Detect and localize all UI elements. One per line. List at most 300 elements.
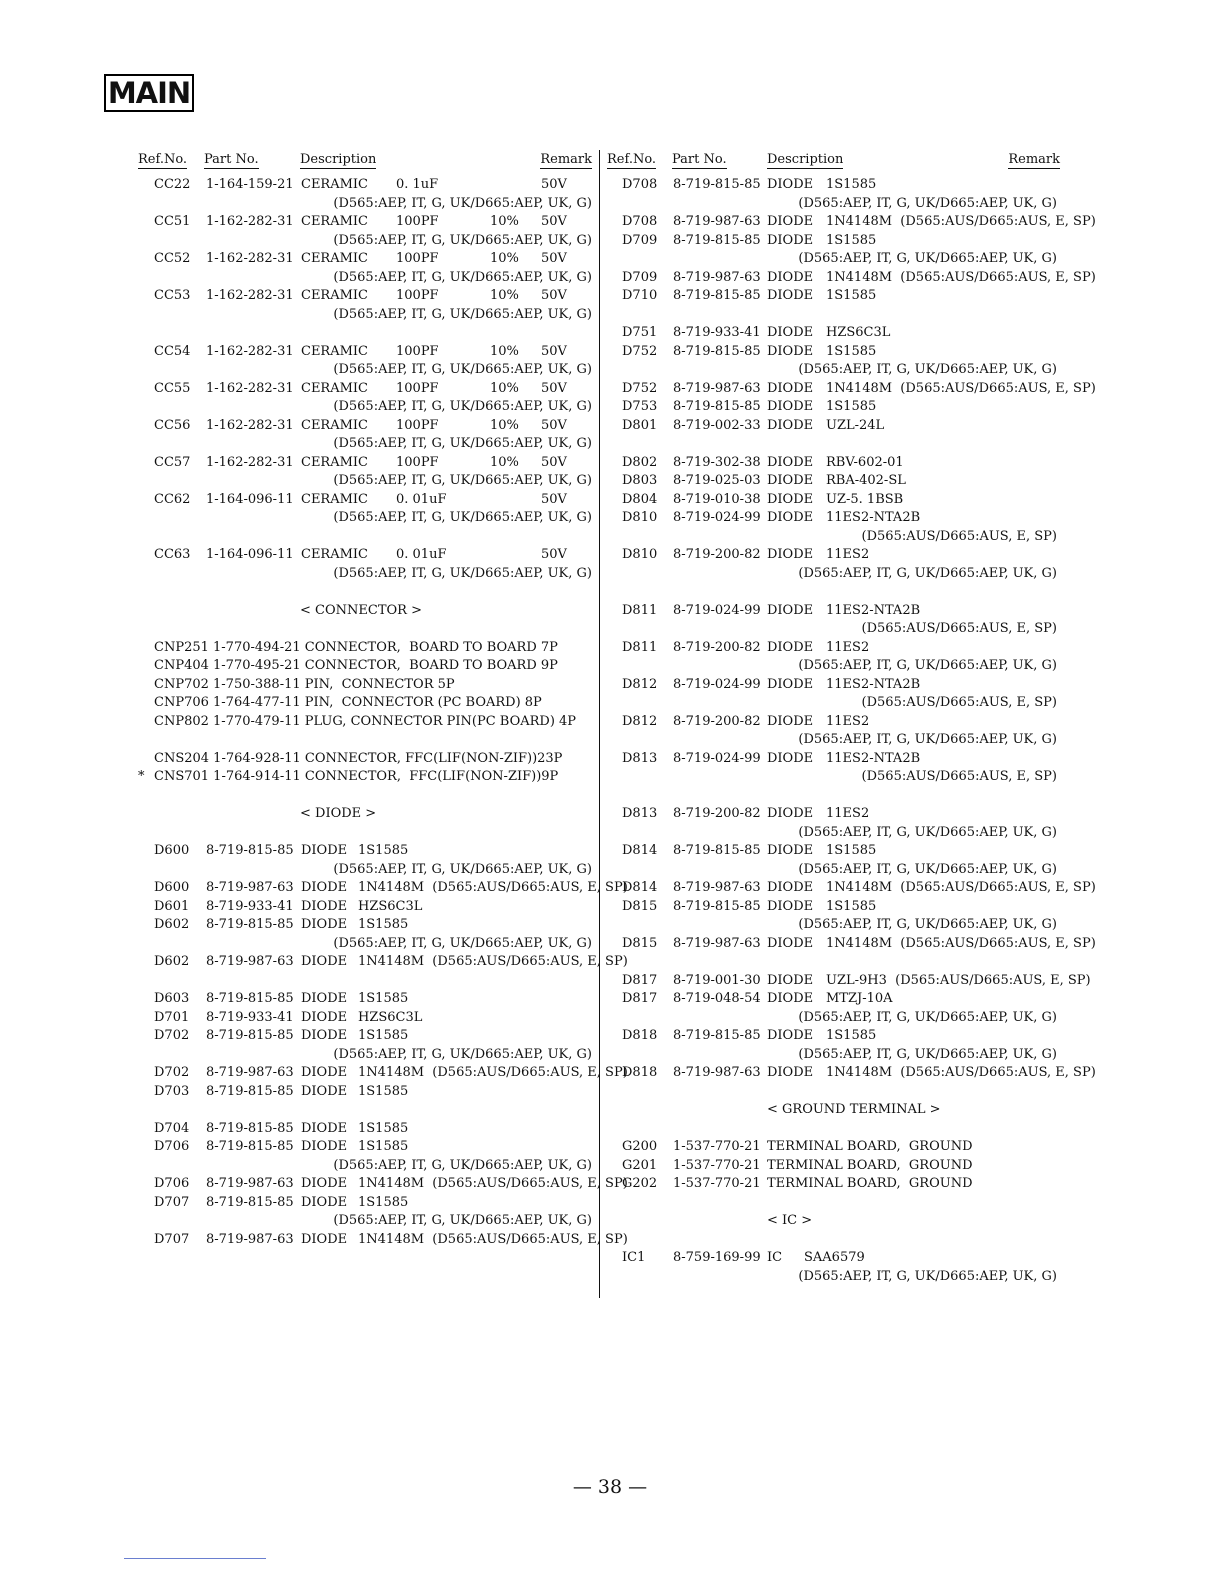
- spacer: [606, 1231, 1062, 1250]
- part-value: 1S1585: [826, 1028, 877, 1043]
- part-no: 8-719-815-85: [673, 232, 761, 248]
- row-text: CNS204 1-764-928-11 CONNECTOR, FFC(LIF(NON-ZIF))23P: [154, 750, 563, 766]
- header-ref-no: Ref.No.: [138, 152, 188, 167]
- table-row: [606, 1027, 1062, 1046]
- description: DIODE: [767, 214, 814, 229]
- table-row: [136, 768, 594, 787]
- ref-no: D751: [622, 325, 658, 340]
- table-row: [606, 417, 1062, 436]
- part-value: 1N4148M (D565:AUS/D665:AUS, E, SP): [358, 1065, 628, 1080]
- description: DIODE: [767, 343, 814, 359]
- part-value: HZS6C3L: [358, 898, 423, 914]
- remark-row: [606, 620, 1062, 639]
- group-heading: [606, 1212, 1062, 1231]
- part-no: 8-719-987-63: [206, 1065, 294, 1080]
- table-row: [136, 454, 594, 473]
- voltage: 50V: [541, 288, 567, 303]
- part-no: 8-719-024-99: [673, 510, 761, 525]
- description: TERMINAL BOARD, GROUND: [767, 1176, 973, 1191]
- voltage: 50V: [541, 177, 567, 192]
- remark-text: (D565:AEP, IT, G, UK/D665:AEP, UK, G): [333, 362, 592, 377]
- table-row: [136, 639, 594, 658]
- table-row: [136, 1009, 594, 1028]
- part-no: 8-719-048-54: [673, 991, 761, 1006]
- voltage: 50V: [541, 380, 567, 396]
- parts-list-right-column: [606, 150, 1096, 1286]
- capacitance: 0. 01uF: [396, 491, 447, 507]
- remark-row: [136, 435, 594, 454]
- description: DIODE: [301, 991, 348, 1006]
- group-heading-label: < GROUND TERMINAL >: [767, 1102, 941, 1117]
- ref-no: D603: [154, 991, 190, 1006]
- ref-no: D815: [622, 935, 658, 951]
- spacer: [136, 324, 594, 343]
- voltage: 50V: [541, 343, 567, 359]
- ref-no: D812: [622, 713, 658, 729]
- new-part-marker: *: [138, 769, 145, 784]
- remark-row: [606, 565, 1062, 584]
- remark-row: [136, 195, 594, 214]
- part-no: 8-719-815-85: [206, 917, 294, 932]
- ref-no: CC56: [154, 417, 191, 433]
- table-row: [136, 213, 594, 232]
- voltage: 50V: [541, 491, 567, 507]
- part-value: MTZJ-10A: [826, 991, 893, 1006]
- table-row: [606, 972, 1091, 991]
- part-no: 8-719-815-85: [206, 1083, 294, 1099]
- spacer: [136, 824, 594, 843]
- capacitance: 0. 1uF: [396, 177, 439, 192]
- part-no: 8-719-987-63: [673, 214, 761, 229]
- description: DIODE: [301, 898, 348, 914]
- table-row: [136, 546, 594, 565]
- remark-row: [606, 861, 1062, 880]
- remark-row: [606, 731, 1062, 750]
- remark-text: (D565:AUS/D665:AUS, E, SP): [861, 695, 1057, 710]
- part-no: 8-719-987-63: [673, 935, 761, 951]
- group-heading: [606, 1101, 1062, 1120]
- row-text: CNP251 1-770-494-21 CONNECTOR, BOARD TO BOARD 7P: [154, 639, 558, 655]
- ref-no: D817: [622, 991, 658, 1006]
- remark-row: [606, 528, 1062, 547]
- part-no: 8-719-024-99: [673, 750, 761, 766]
- description: TERMINAL BOARD, GROUND: [767, 1139, 973, 1154]
- part-no: 8-719-200-82: [673, 806, 761, 821]
- remark-text: (D565:AEP, IT, G, UK/D665:AEP, UK, G): [333, 510, 592, 525]
- part-no: 8-719-002-33: [673, 417, 761, 433]
- remark-text: (D565:AEP, IT, G, UK/D665:AEP, UK, G): [333, 473, 592, 488]
- remark-row: [136, 935, 594, 954]
- tolerance: 10%: [490, 417, 519, 433]
- part-value: 1S1585: [358, 1139, 409, 1154]
- ref-no: D814: [622, 843, 658, 858]
- table-row: [606, 269, 1096, 288]
- remark-text: (D565:AEP, IT, G, UK/D665:AEP, UK, G): [333, 269, 592, 285]
- part-value: 1N4148M (D565:AUS/D665:AUS, E, SP): [358, 1176, 628, 1191]
- description: DIODE: [767, 639, 814, 655]
- ref-no: D707: [154, 1194, 190, 1210]
- table-row: [606, 935, 1096, 954]
- tolerance: 10%: [490, 288, 519, 303]
- part-value: 1S1585: [826, 343, 877, 359]
- ref-no: D814: [622, 880, 658, 895]
- ref-no: D602: [154, 954, 190, 969]
- ref-no: D813: [622, 806, 658, 821]
- remark-text: (D565:AEP, IT, G, UK/D665:AEP, UK, G): [798, 732, 1057, 747]
- table-row: [136, 879, 628, 898]
- table-row: [136, 1083, 594, 1102]
- tolerance: 10%: [490, 214, 519, 229]
- ref-no: D817: [622, 972, 658, 988]
- part-value: 1S1585: [826, 177, 877, 192]
- part-value: UZL-9H3 (D565:AUS/D665:AUS, E, SP): [826, 972, 1091, 988]
- remark-row: [606, 1046, 1062, 1065]
- ref-no: CC54: [154, 343, 191, 359]
- table-row: [136, 1194, 594, 1213]
- remark-text: (D565:AEP, IT, G, UK/D665:AEP, UK, G): [798, 565, 1057, 581]
- remark-text: (D565:AEP, IT, G, UK/D665:AEP, UK, G): [798, 861, 1057, 877]
- part-value: 11ES2-NTA2B: [826, 676, 921, 692]
- description: CERAMIC: [301, 177, 369, 192]
- remark-row: [606, 694, 1062, 713]
- spacer: [136, 731, 594, 750]
- part-no: 8-719-001-30: [673, 972, 761, 988]
- part-value: 1N4148M (D565:AUS/D665:AUS, E, SP): [358, 880, 628, 895]
- ref-no: CC53: [154, 288, 191, 303]
- ref-no: D815: [622, 898, 658, 914]
- capacitance: 100PF: [396, 343, 439, 359]
- remark-text: (D565:AEP, IT, G, UK/D665:AEP, UK, G): [798, 658, 1057, 673]
- remark-row: [606, 1009, 1062, 1028]
- ref-no: CC55: [154, 380, 191, 396]
- description: DIODE: [767, 454, 814, 470]
- parts-rows: [136, 176, 628, 1249]
- table-row: [136, 1120, 594, 1139]
- description: DIODE: [301, 1009, 348, 1025]
- remark-row: [136, 509, 594, 528]
- remark-row: [136, 565, 594, 584]
- ref-no: CC22: [154, 177, 191, 192]
- part-no: 8-719-815-85: [673, 399, 761, 414]
- table-row: [136, 713, 594, 732]
- ref-no: CC62: [154, 491, 191, 507]
- description: DIODE: [767, 750, 814, 766]
- remark-row: [136, 269, 594, 288]
- description: DIODE: [767, 880, 814, 895]
- group-heading-label: < CONNECTOR >: [300, 602, 422, 618]
- table-row: [606, 472, 1062, 491]
- description: DIODE: [767, 935, 814, 951]
- voltage: 50V: [541, 214, 567, 229]
- part-value: 1N4148M (D565:AUS/D665:AUS, E, SP): [826, 880, 1096, 895]
- part-value: 1N4148M (D565:AUS/D665:AUS, E, SP): [826, 935, 1096, 951]
- part-no: 8-719-302-38: [673, 454, 761, 470]
- description: DIODE: [767, 1028, 814, 1043]
- part-no: 8-759-169-99: [673, 1250, 761, 1265]
- remark-text: (D565:AEP, IT, G, UK/D665:AEP, UK, G): [798, 824, 1057, 840]
- part-value: UZ-5. 1BSB: [826, 491, 904, 507]
- table-row: [136, 1064, 628, 1083]
- description: DIODE: [767, 806, 814, 821]
- description: DIODE: [767, 547, 814, 562]
- description: CERAMIC: [301, 417, 369, 433]
- spacer: [136, 528, 594, 547]
- ref-no: CC51: [154, 214, 191, 229]
- header-part-no: Part No.: [672, 152, 727, 167]
- row-text: CNP702 1-750-388-11 PIN, CONNECTOR 5P: [154, 676, 455, 692]
- table-row: [136, 287, 594, 306]
- part-value: 1S1585: [358, 1194, 409, 1210]
- ref-no: D703: [154, 1083, 190, 1099]
- description: DIODE: [767, 1065, 814, 1080]
- table-row: [136, 990, 594, 1009]
- part-no: 1-162-282-31: [206, 454, 294, 470]
- spacer: [136, 620, 594, 639]
- remark-row: [136, 1046, 594, 1065]
- remark-text: (D565:AEP, IT, G, UK/D665:AEP, UK, G): [333, 306, 592, 322]
- part-no: 8-719-815-85: [673, 843, 761, 858]
- capacitance: 100PF: [396, 251, 439, 266]
- ref-no: D706: [154, 1139, 190, 1154]
- description: DIODE: [301, 1194, 348, 1210]
- part-no: 8-719-815-85: [206, 991, 294, 1006]
- description: DIODE: [301, 1120, 348, 1136]
- table-row: [606, 343, 1062, 362]
- remark-row: [136, 232, 594, 251]
- ref-no: D752: [622, 343, 658, 359]
- part-value: 11ES2-NTA2B: [826, 750, 921, 766]
- part-value: 11ES2: [826, 713, 870, 729]
- remark-text: (D565:AEP, IT, G, UK/D665:AEP, UK, G): [333, 399, 592, 414]
- description: DIODE: [767, 380, 814, 396]
- part-no: 8-719-815-85: [673, 177, 761, 192]
- ref-no: D810: [622, 510, 658, 525]
- part-no: 8-719-024-99: [673, 602, 761, 618]
- description: CERAMIC: [301, 454, 369, 470]
- part-no: 1-162-282-31: [206, 251, 294, 266]
- part-no: 8-719-933-41: [206, 1009, 294, 1025]
- table-row: [606, 1157, 1062, 1176]
- part-no: 8-719-815-85: [206, 1120, 294, 1136]
- ref-no: D600: [154, 843, 190, 858]
- description: DIODE: [301, 880, 348, 895]
- remark-text: (D565:AEP, IT, G, UK/D665:AEP, UK, G): [798, 251, 1057, 266]
- remark-text: (D565:AEP, IT, G, UK/D665:AEP, UK, G): [333, 436, 592, 451]
- ref-no: D601: [154, 898, 190, 914]
- part-no: 1-164-159-21: [206, 177, 294, 192]
- voltage: 50V: [541, 454, 567, 470]
- capacitance: 100PF: [396, 380, 439, 396]
- header-remark: Remark: [1008, 152, 1060, 167]
- ref-no: D709: [622, 269, 658, 285]
- table-row: [606, 454, 1062, 473]
- remark-row: [136, 306, 594, 325]
- parts-rows: [606, 176, 1096, 1286]
- part-no: 8-719-933-41: [206, 898, 294, 914]
- part-no: 8-719-815-85: [673, 898, 761, 914]
- description: DIODE: [767, 676, 814, 692]
- ref-no: D702: [154, 1065, 190, 1080]
- part-no: 8-719-987-63: [206, 1231, 294, 1247]
- part-value: 1S1585: [826, 288, 877, 303]
- part-value: RBV-602-01: [826, 454, 904, 470]
- ref-no: D811: [622, 639, 658, 655]
- ref-no: CC57: [154, 454, 191, 470]
- part-value: 1S1585: [826, 232, 877, 248]
- part-value: UZL-24L: [826, 417, 885, 433]
- description: CERAMIC: [301, 380, 369, 396]
- description: DIODE: [767, 972, 814, 988]
- description: DIODE: [301, 1083, 348, 1099]
- tolerance: 10%: [490, 454, 519, 470]
- header-part-no: Part No.: [204, 152, 259, 167]
- part-value: 11ES2: [826, 639, 870, 655]
- description: DIODE: [301, 1028, 348, 1043]
- capacitance: 100PF: [396, 417, 439, 433]
- part-value: 1S1585: [358, 1028, 409, 1043]
- part-value: 1N4148M (D565:AUS/D665:AUS, E, SP): [826, 269, 1096, 285]
- part-no: 8-719-987-63: [673, 269, 761, 285]
- description: DIODE: [301, 954, 348, 969]
- table-row: [606, 287, 1062, 306]
- description: DIODE: [301, 1231, 348, 1247]
- description: DIODE: [301, 917, 348, 932]
- remark-text: (D565:AEP, IT, G, UK/D665:AEP, UK, G): [333, 195, 592, 211]
- voltage: 50V: [541, 547, 567, 562]
- remark-text: (D565:AEP, IT, G, UK/D665:AEP, UK, G): [798, 1046, 1057, 1062]
- ref-no: D708: [622, 214, 658, 229]
- part-value: 1N4148M (D565:AUS/D665:AUS, E, SP): [358, 954, 628, 969]
- description: DIODE: [767, 713, 814, 729]
- table-row: [136, 676, 594, 695]
- part-value: 11ES2: [826, 547, 870, 562]
- ref-no: D803: [622, 473, 658, 488]
- part-value: 1N4148M (D565:AUS/D665:AUS, E, SP): [826, 214, 1096, 229]
- part-value: 1N4148M (D565:AUS/D665:AUS, E, SP): [358, 1231, 628, 1247]
- part-no: 1-162-282-31: [206, 288, 294, 303]
- description: IC: [767, 1250, 783, 1265]
- part-no: 1-164-096-11: [206, 491, 294, 507]
- description: DIODE: [767, 602, 814, 618]
- remark-text: (D565:AEP, IT, G, UK/D665:AEP, UK, G): [333, 565, 592, 581]
- ref-no: D804: [622, 491, 658, 507]
- table-row: [136, 1231, 628, 1250]
- remark-text: (D565:AEP, IT, G, UK/D665:AEP, UK, G): [333, 1046, 592, 1062]
- remark-row: [136, 1212, 594, 1231]
- ref-no: CC63: [154, 547, 191, 562]
- remark-text: (D565:AUS/D665:AUS, E, SP): [861, 621, 1057, 636]
- row-text: CNP706 1-764-477-11 PIN, CONNECTOR (PC BOARD) 8P: [154, 695, 542, 710]
- group-heading-label: < DIODE >: [300, 806, 377, 821]
- table-row: [136, 1027, 594, 1046]
- remark-row: [606, 824, 1062, 843]
- spacer: [606, 1120, 1062, 1139]
- remark-row: [606, 916, 1062, 935]
- remark-text: (D565:AEP, IT, G, UK/D665:AEP, UK, G): [798, 917, 1057, 932]
- part-value: 1N4148M (D565:AUS/D665:AUS, E, SP): [826, 380, 1096, 396]
- description: CERAMIC: [301, 288, 369, 303]
- description: DIODE: [301, 1139, 348, 1154]
- remark-row: [136, 1157, 594, 1176]
- ref-no: G201: [622, 1157, 658, 1173]
- part-value: 11ES2: [826, 806, 870, 821]
- part-value: 1S1585: [358, 1120, 409, 1136]
- table-row: [136, 916, 594, 935]
- remark-text: (D565:AEP, IT, G, UK/D665:AEP, UK, G): [798, 1009, 1057, 1025]
- part-value: 11ES2-NTA2B: [826, 510, 921, 525]
- remark-text: (D565:AUS/D665:AUS, E, SP): [861, 769, 1057, 784]
- table-row: [606, 213, 1096, 232]
- remark-text: (D565:AEP, IT, G, UK/D665:AEP, UK, G): [798, 195, 1057, 211]
- group-heading: [136, 602, 594, 621]
- header-ref-no: Ref.No.: [607, 152, 657, 167]
- description: CERAMIC: [301, 547, 369, 562]
- part-value: 1S1585: [826, 843, 877, 858]
- part-value: HZS6C3L: [358, 1009, 423, 1025]
- table-row: [136, 657, 594, 676]
- page-number: — 38 —: [572, 1476, 648, 1498]
- ref-no: G200: [622, 1139, 658, 1154]
- ref-no: IC1: [622, 1250, 646, 1265]
- part-no: 8-719-815-85: [206, 843, 294, 858]
- ref-no: D801: [622, 417, 658, 433]
- spacer: [136, 1101, 594, 1120]
- spacer: [606, 953, 1062, 972]
- section-title: MAIN: [104, 74, 194, 112]
- part-no: 8-719-815-85: [206, 1194, 294, 1210]
- part-no: 8-719-200-82: [673, 713, 761, 729]
- spacer: [606, 1083, 1062, 1102]
- description: DIODE: [767, 399, 814, 414]
- table-row: [606, 232, 1062, 251]
- remark-row: [606, 361, 1062, 380]
- part-value: HZS6C3L: [826, 325, 891, 340]
- part-no: 1-162-282-31: [206, 417, 294, 433]
- part-no: 8-719-815-85: [673, 343, 761, 359]
- part-value: 1N4148M (D565:AUS/D665:AUS, E, SP): [826, 1065, 1096, 1080]
- table-row: [136, 250, 594, 269]
- description: CERAMIC: [301, 343, 369, 359]
- remark-row: [136, 861, 594, 880]
- part-value: 1S1585: [358, 843, 409, 858]
- ref-no: D600: [154, 880, 190, 895]
- part-value: 1S1585: [826, 898, 877, 914]
- spacer: [606, 435, 1062, 454]
- description: CERAMIC: [301, 214, 369, 229]
- voltage: 50V: [541, 251, 567, 266]
- ref-no: D813: [622, 750, 658, 766]
- remark-text: (D565:AEP, IT, G, UK/D665:AEP, UK, G): [333, 1213, 592, 1228]
- part-no: 8-719-815-85: [673, 1028, 761, 1043]
- table-row: [136, 380, 594, 399]
- description: DIODE: [301, 843, 348, 858]
- ref-no: D704: [154, 1120, 190, 1136]
- spacer: [136, 583, 594, 602]
- remark-text: (D565:AEP, IT, G, UK/D665:AEP, UK, G): [333, 1157, 592, 1173]
- table-row: [606, 1249, 1062, 1268]
- remark-row: [136, 361, 594, 380]
- remark-row: [136, 472, 594, 491]
- part-no: 8-719-987-63: [206, 880, 294, 895]
- part-no: 8-719-815-85: [206, 1028, 294, 1043]
- table-row: [606, 898, 1062, 917]
- group-heading-label: < IC >: [767, 1213, 813, 1228]
- table-row: [606, 879, 1096, 898]
- header-description: Description: [767, 152, 844, 167]
- column-header: [606, 150, 1062, 176]
- table-row: [136, 953, 628, 972]
- remark-row: [606, 657, 1062, 676]
